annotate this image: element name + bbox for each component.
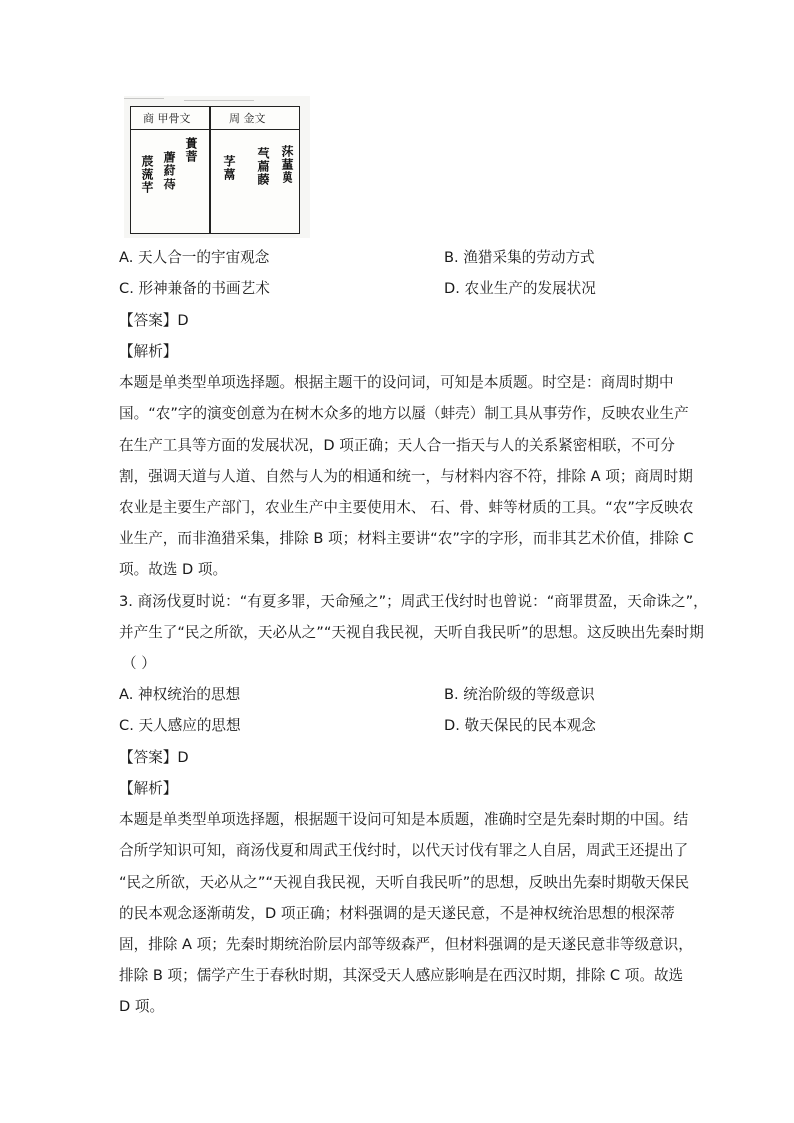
oracle-glyph-column: 莀蓅芊 bbox=[140, 155, 154, 194]
q3-stem-line: 3. 商汤伐夏时说：“有夏多罪，天命殛之”；周武王伐纣时也曾说：“商罪贯盈，天命诛之”， bbox=[119, 593, 708, 610]
q3-analysis-line: 固，排除 A 项；先秦时期统治阶层内部等级森严，但材料强调的是天遂民意非等级意识， bbox=[119, 936, 693, 953]
q3-analysis-line: “民之所欲，天必从之”“天视自我民视，天听自我民听”的思想，反映出先秦时期敬天保民 bbox=[119, 874, 690, 891]
bronze-glyph-column: 芓蒚 bbox=[222, 155, 236, 181]
q3-analysis-line: 排除 B 项；儒学产生于春秋时期，其深受天人感应影响是在西汉时期，排除 C 项。故选 bbox=[119, 967, 684, 984]
q2-analysis-line: 国。“农”字的演变创意为在树木众多的地方以蜃（蚌壳）制工具从事劳作，反映农业生产 bbox=[119, 405, 689, 422]
q3-analysis-line: 的民本观念逐渐萌发，D 项正确；材料强调的是天遂民意，不是神权统治思想的根深蒂 bbox=[119, 905, 675, 922]
q2-analysis-line: 本题是单类型单项选择题。根据主题干的设问词，可知是本质题。时空是：商周时期中 bbox=[119, 374, 674, 391]
q2-analysis-line: 农业是主要生产部门，农业生产中主要使用木、 石、骨、蚌等材质的工具。“农”字反映农 bbox=[119, 499, 694, 516]
table-header-rule bbox=[131, 129, 299, 130]
q3-answer-blank: （ ） bbox=[122, 655, 156, 672]
header-shang-oracle: 商 甲骨文 bbox=[143, 112, 191, 125]
q3-option-d: D. 敬天保民的民本观念 bbox=[444, 717, 596, 734]
q3-option-a: A. 神权统治的思想 bbox=[119, 686, 241, 703]
scan-noise bbox=[184, 100, 254, 101]
bronze-glyph-column: 莯蓳𦰩 bbox=[280, 145, 294, 184]
q2-analysis-line: 在生产工具等方面的发展状况，D 项正确；天人合一指天与人的关系紧密相联，不可分 bbox=[119, 437, 675, 454]
bronze-glyph-column: 芞萹藈 bbox=[256, 147, 270, 186]
q3-option-c: C. 天人感应的思想 bbox=[119, 717, 241, 734]
q2-analysis-line: 项。故选 D 项。 bbox=[119, 561, 228, 578]
q2-analysis-label: 【解析】 bbox=[119, 343, 178, 360]
q2-analysis-line: 割，强调天道与人道、自然与人为的相通和统一，与材料内容不符，排除 A 项；商周时期 bbox=[119, 468, 693, 485]
oracle-glyph-column: 蕢萻 bbox=[184, 137, 198, 163]
oracle-glyph-column: 蓎葤𦱎 bbox=[162, 151, 176, 190]
q3-analysis-line: 合所学知识可知，商汤伐夏和周武王伐纣时，以代天讨伐有罪之人自居，周武王还提出了 bbox=[119, 842, 689, 859]
scan-noise bbox=[124, 98, 164, 99]
q2-answer: 【答案】D bbox=[119, 312, 189, 329]
q2-option-d: D. 农业生产的发展状况 bbox=[444, 280, 596, 297]
table-column-divider bbox=[209, 107, 211, 233]
header-zhou-bronze: 周 金文 bbox=[229, 112, 266, 125]
q3-analysis-line: 本题是单类型单项选择题，根据题干设问可知是本质题，准确时空是先秦时期的中国。结 bbox=[119, 811, 689, 828]
script-table bbox=[130, 106, 300, 234]
q3-analysis-line: D 项。 bbox=[119, 998, 165, 1015]
script-comparison-figure bbox=[124, 96, 310, 238]
q3-stem-line: 并产生了“民之所欲，天必从之”“天视自我民视，天听自我民听”的思想。这反映出先秦时期 bbox=[119, 624, 704, 641]
q3-option-b: B. 统治阶级的等级意识 bbox=[444, 686, 595, 703]
q2-analysis-line: 业生产，而非渔猎采集，排除 B 项；材料主要讲“农”字的字形，而非其艺术价值，排除 C bbox=[119, 530, 694, 547]
q2-option-b: B. 渔猎采集的劳动方式 bbox=[444, 249, 595, 266]
q3-answer: 【答案】D bbox=[119, 749, 189, 766]
q2-option-a: A. 天人合一的宇宙观念 bbox=[119, 249, 270, 266]
q3-analysis-label: 【解析】 bbox=[119, 780, 178, 797]
q2-option-c: C. 形神兼备的书画艺术 bbox=[119, 280, 270, 297]
